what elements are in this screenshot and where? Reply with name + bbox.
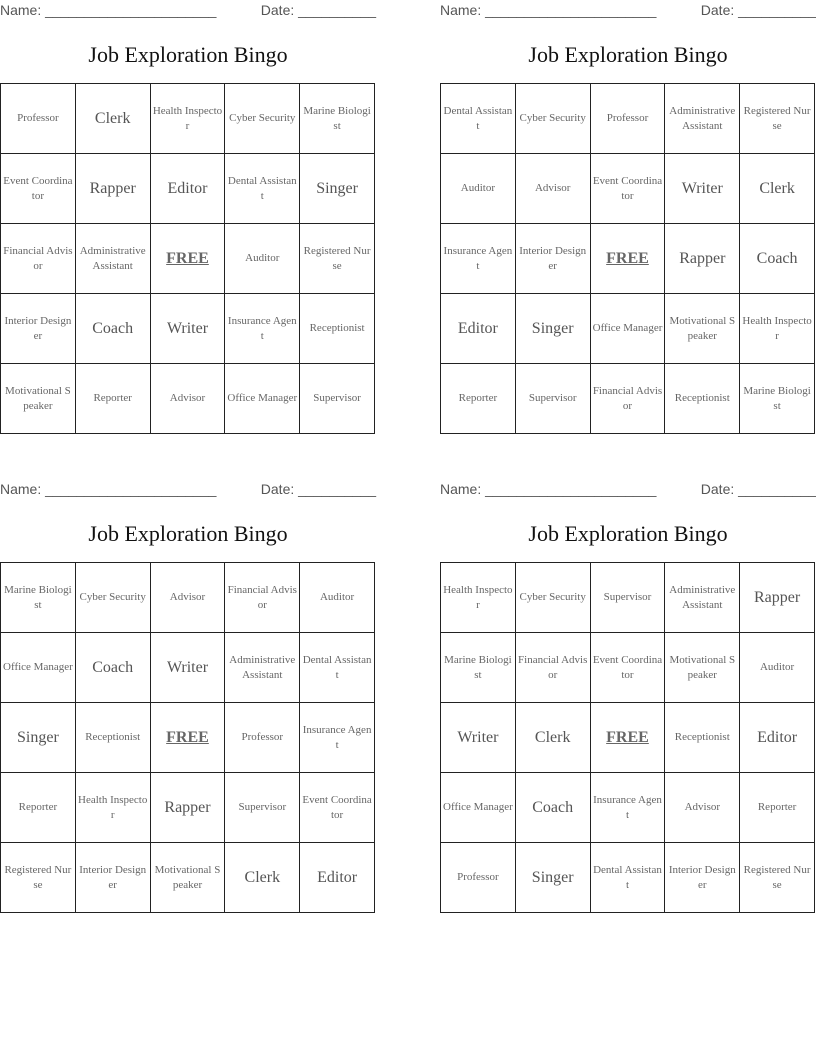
bingo-cell: Writer (151, 294, 226, 364)
bingo-cell: Event Coordinator (300, 773, 375, 843)
bingo-cell: Clerk (225, 843, 300, 913)
bingo-cell: Marine Biologist (740, 364, 815, 434)
bingo-cell: Clerk (740, 154, 815, 224)
date-field-label: Date: __________ (700, 2, 816, 18)
bingo-card (440, 479, 816, 919)
bingo-cell: Rapper (740, 563, 815, 633)
name-date-line (0, 2, 376, 20)
bingo-cell: Professor (225, 703, 300, 773)
bingo-cell: Motivational Speaker (151, 843, 226, 913)
bingo-cell: Reporter (1, 773, 76, 843)
card-title: Job Exploration Bingo (88, 521, 288, 546)
bingo-cell: Registered Nurse (740, 843, 815, 913)
bingo-grid (0, 562, 375, 913)
bingo-cell: Singer (300, 154, 375, 224)
bingo-cell: Writer (665, 154, 740, 224)
bingo-cell: Rapper (151, 773, 226, 843)
bingo-cell: Interior Designer (665, 843, 740, 913)
bingo-cell: Motivational Speaker (1, 364, 76, 434)
bingo-cell: Office Manager (591, 294, 666, 364)
bingo-cell: Motivational Speaker (665, 294, 740, 364)
bingo-cell: Auditor (441, 154, 516, 224)
bingo-cell: Editor (151, 154, 226, 224)
bingo-cell: Professor (441, 843, 516, 913)
free-space: FREE (151, 224, 226, 294)
bingo-cell: Registered Nurse (740, 84, 815, 154)
bingo-cell: Dental Assistant (300, 633, 375, 703)
bingo-cell: Auditor (225, 224, 300, 294)
bingo-cell: Reporter (740, 773, 815, 843)
bingo-cell: Supervisor (516, 364, 591, 434)
bingo-cell: Health Inspector (441, 563, 516, 633)
bingo-cell: Writer (151, 633, 226, 703)
bingo-cell: Office Manager (1, 633, 76, 703)
bingo-cell: Auditor (740, 633, 815, 703)
name-field-label: Name: ______________________ (0, 2, 217, 18)
bingo-cell: Event Coordinator (591, 633, 666, 703)
bingo-cell: Supervisor (591, 563, 666, 633)
bingo-cell: Insurance Agent (441, 224, 516, 294)
bingo-cell: Marine Biologist (1, 563, 76, 633)
bingo-grid (0, 83, 375, 434)
bingo-cell: Clerk (516, 703, 591, 773)
bingo-cell: Editor (740, 703, 815, 773)
date-field-label: Date: __________ (260, 481, 376, 497)
bingo-cell: Auditor (300, 563, 375, 633)
bingo-cell: Singer (1, 703, 76, 773)
bingo-cell: Cyber Security (225, 84, 300, 154)
bingo-cell: Editor (300, 843, 375, 913)
bingo-cell: Insurance Agent (225, 294, 300, 364)
bingo-cell: Financial Advisor (516, 633, 591, 703)
bingo-cell: Marine Biologist (441, 633, 516, 703)
bingo-cell: Reporter (76, 364, 151, 434)
bingo-cell: Receptionist (665, 703, 740, 773)
bingo-cell: Insurance Agent (591, 773, 666, 843)
bingo-cell: Registered Nurse (300, 224, 375, 294)
free-space: FREE (591, 224, 666, 294)
bingo-cell: Administrative Assistant (665, 84, 740, 154)
name-field-label: Name: ______________________ (440, 2, 657, 18)
bingo-cell: Office Manager (225, 364, 300, 434)
bingo-cell: Reporter (441, 364, 516, 434)
bingo-cell: Editor (441, 294, 516, 364)
bingo-cell: Coach (740, 224, 815, 294)
bingo-cell: Office Manager (441, 773, 516, 843)
bingo-cell: Rapper (665, 224, 740, 294)
name-field-label: Name: ______________________ (440, 481, 657, 497)
bingo-cell: Event Coordinator (1, 154, 76, 224)
bingo-cell: Advisor (665, 773, 740, 843)
bingo-cell: Administrative Assistant (76, 224, 151, 294)
bingo-cell: Interior Designer (516, 224, 591, 294)
bingo-cell: Health Inspector (76, 773, 151, 843)
bingo-grid (440, 562, 815, 913)
bingo-cell: Dental Assistant (441, 84, 516, 154)
bingo-cell: Registered Nurse (1, 843, 76, 913)
bingo-cell: Receptionist (76, 703, 151, 773)
bingo-cell: Financial Advisor (591, 364, 666, 434)
bingo-cell: Advisor (151, 364, 226, 434)
bingo-cell: Receptionist (300, 294, 375, 364)
free-space: FREE (151, 703, 226, 773)
bingo-cell: Cyber Security (516, 84, 591, 154)
bingo-card (0, 0, 376, 440)
bingo-cell: Coach (516, 773, 591, 843)
bingo-cell: Coach (76, 633, 151, 703)
date-field-label: Date: __________ (260, 2, 376, 18)
bingo-cell: Rapper (76, 154, 151, 224)
bingo-cell: Advisor (516, 154, 591, 224)
bingo-cell: Event Coordinator (591, 154, 666, 224)
bingo-cell: Cyber Security (76, 563, 151, 633)
bingo-cell: Professor (1, 84, 76, 154)
bingo-cell: Insurance Agent (300, 703, 375, 773)
bingo-cell: Health Inspector (151, 84, 226, 154)
card-title: Job Exploration Bingo (88, 42, 288, 67)
card-title: Job Exploration Bingo (528, 42, 728, 67)
bingo-cell: Singer (516, 843, 591, 913)
bingo-cell: Supervisor (225, 773, 300, 843)
bingo-cell: Interior Designer (76, 843, 151, 913)
bingo-cell: Supervisor (300, 364, 375, 434)
bingo-cell: Coach (76, 294, 151, 364)
bingo-cell: Administrative Assistant (665, 563, 740, 633)
bingo-cell: Marine Biologist (300, 84, 375, 154)
bingo-cell: Dental Assistant (591, 843, 666, 913)
free-space: FREE (591, 703, 666, 773)
bingo-grid (440, 83, 815, 434)
bingo-card (0, 479, 376, 919)
bingo-cell: Receptionist (665, 364, 740, 434)
bingo-cell: Financial Advisor (225, 563, 300, 633)
name-date-line (0, 481, 376, 499)
bingo-cell: Administrative Assistant (225, 633, 300, 703)
name-date-line (440, 2, 816, 20)
date-field-label: Date: __________ (700, 481, 816, 497)
bingo-cell: Motivational Speaker (665, 633, 740, 703)
card-title: Job Exploration Bingo (528, 521, 728, 546)
bingo-cell: Cyber Security (516, 563, 591, 633)
bingo-cell: Financial Advisor (1, 224, 76, 294)
bingo-cell: Health Inspector (740, 294, 815, 364)
name-date-line (440, 481, 816, 499)
bingo-cell: Singer (516, 294, 591, 364)
bingo-cell: Clerk (76, 84, 151, 154)
bingo-cell: Writer (441, 703, 516, 773)
name-field-label: Name: ______________________ (0, 481, 217, 497)
bingo-cell: Dental Assistant (225, 154, 300, 224)
bingo-card (440, 0, 816, 440)
bingo-cell: Interior Designer (1, 294, 76, 364)
bingo-cell: Professor (591, 84, 666, 154)
bingo-cell: Advisor (151, 563, 226, 633)
